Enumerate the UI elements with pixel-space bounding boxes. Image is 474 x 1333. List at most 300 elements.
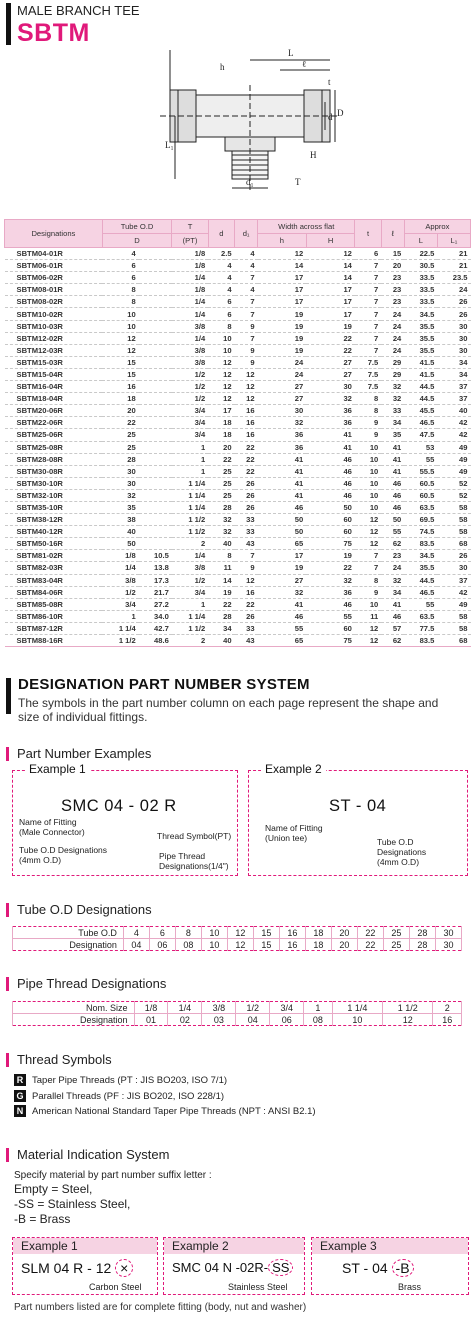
table-cell: 1/4 <box>172 296 208 308</box>
dim-L-label: L <box>288 48 294 58</box>
cell-designation: SBTM40-12R <box>5 526 103 538</box>
table-cell: 46 <box>258 610 307 622</box>
table-row <box>5 477 471 489</box>
table-row <box>5 417 471 429</box>
example2-tube-od: Tube O.D Designations (4mm O.D) <box>377 837 427 867</box>
material-example3-box <box>311 1237 469 1295</box>
table-cell: 12 <box>383 1014 433 1026</box>
table-cell: 14 <box>208 574 234 586</box>
table-cell: 4 <box>235 248 258 260</box>
material-line-2: -SS = Stainless Steel, <box>14 1197 131 1211</box>
table-cell: 20 <box>331 927 357 939</box>
th-L1: L₁ <box>437 234 470 248</box>
th-D: D <box>102 234 172 248</box>
table-cell <box>139 248 172 260</box>
table-row <box>5 284 471 296</box>
table-cell: 27 <box>258 574 307 586</box>
table-cell <box>139 501 172 513</box>
dim-l-label: ℓ <box>302 59 307 69</box>
table-cell: 49 <box>437 598 470 610</box>
table-cell: 35.5 <box>404 562 437 574</box>
table-cell: 45.5 <box>404 405 437 417</box>
table-cell: 18 <box>305 927 331 939</box>
table-cell: 16 <box>433 1014 462 1026</box>
thread-symbol-n <box>14 1105 316 1117</box>
table-cell: 33 <box>235 526 258 538</box>
table-cell: 12 <box>306 248 355 260</box>
table-cell: 8 <box>355 393 381 405</box>
dim-H-label: H <box>310 150 317 160</box>
th-d: d <box>208 220 234 248</box>
table-cell: 24 <box>381 308 404 320</box>
table-cell: 12 <box>355 538 381 550</box>
table-row <box>5 586 471 598</box>
table-cell: 06 <box>270 1014 304 1026</box>
cell-designation: SBTM22-06R <box>5 417 103 429</box>
table-cell: 46 <box>381 477 404 489</box>
table-cell: 44.5 <box>404 393 437 405</box>
table-cell: 30 <box>437 320 470 332</box>
table-cell: 52 <box>437 489 470 501</box>
table-cell: 3/8 <box>172 562 208 574</box>
table-cell: 23 <box>381 272 404 284</box>
table-cell: 1 <box>172 441 208 453</box>
dim-h-label: h <box>220 62 225 72</box>
table-cell: 3/8 <box>172 320 208 332</box>
table-cell: 08 <box>304 1014 332 1026</box>
table-cell: 1 <box>172 598 208 610</box>
table-cell: 8 <box>208 550 234 562</box>
table-cell: 14 <box>258 260 307 272</box>
table-cell: 28 <box>208 501 234 513</box>
table-cell <box>139 417 172 429</box>
tube-od-table <box>12 926 462 951</box>
thread-key-n: N <box>14 1105 26 1117</box>
example2-label: Example 2 <box>261 762 326 776</box>
cell-designation: SBTM10-03R <box>5 320 103 332</box>
tube-od-heading <box>6 902 152 917</box>
table-cell: 9 <box>235 344 258 356</box>
table-cell: 46 <box>306 477 355 489</box>
table-cell: 58 <box>437 514 470 526</box>
table-cell: 13.8 <box>139 562 172 574</box>
designation-desc: The symbols in the part number column on each page represent the shape and size of individual fittings. <box>18 696 439 724</box>
thread-symbols-heading-text: Thread Symbols <box>17 1052 112 1067</box>
table-cell: 34 <box>208 622 234 634</box>
table-cell <box>139 308 172 320</box>
table-cell: 26 <box>235 501 258 513</box>
table-cell: 40 <box>102 526 138 538</box>
material-example2-label: Example 2 <box>164 1238 304 1254</box>
table-cell: 75 <box>306 538 355 550</box>
table-cell: 1/8 <box>134 1002 168 1014</box>
table-cell: 34 <box>381 586 404 598</box>
table-row <box>5 441 471 453</box>
table-cell: 77.5 <box>404 622 437 634</box>
table-cell <box>139 526 172 538</box>
table-cell: 1 1/2 <box>102 635 138 647</box>
table-cell: 22 <box>235 598 258 610</box>
table-cell: 37 <box>437 574 470 586</box>
table-cell: 1/4 <box>172 272 208 284</box>
table-cell: 49 <box>437 453 470 465</box>
table-cell: 3/4 <box>172 405 208 417</box>
table-cell: 24 <box>381 344 404 356</box>
th-width-flat: Width across flat <box>258 220 355 234</box>
table-row <box>5 344 471 356</box>
table-cell: 17 <box>306 296 355 308</box>
table-cell: 1/8 <box>172 260 208 272</box>
th-t: t <box>355 220 381 248</box>
table-cell: 9 <box>355 586 381 598</box>
table-cell: 1/2 <box>172 381 208 393</box>
table-cell: 24 <box>258 368 307 380</box>
table-cell: 16 <box>235 429 258 441</box>
table-cell: 35 <box>381 429 404 441</box>
table-cell: 50 <box>258 526 307 538</box>
table-cell <box>139 272 172 284</box>
table-cell <box>139 368 172 380</box>
cell-designation: SBTM86-10R <box>5 610 103 622</box>
table-cell: 6 <box>208 308 234 320</box>
table-cell: 06 <box>149 939 175 951</box>
cell-designation: SBTM83-04R <box>5 574 103 586</box>
table-row <box>5 538 471 550</box>
table-cell: 9 <box>235 356 258 368</box>
table-cell: 7 <box>355 550 381 562</box>
table-cell: 65 <box>258 635 307 647</box>
table-cell: 18 <box>208 417 234 429</box>
table-cell: 75 <box>306 635 355 647</box>
table-cell: 40 <box>208 635 234 647</box>
header-bar <box>6 3 11 45</box>
table-cell: 1/4 <box>172 308 208 320</box>
table-cell: 33 <box>381 405 404 417</box>
table-cell: 10 <box>201 939 227 951</box>
material-line-1: Empty = Steel, <box>14 1182 93 1196</box>
table-cell: 36 <box>258 429 307 441</box>
table-row <box>5 429 471 441</box>
table-cell: 46 <box>306 453 355 465</box>
table-cell: 46 <box>381 489 404 501</box>
table-row <box>5 562 471 574</box>
table-cell: 10 <box>355 598 381 610</box>
example1-box <box>12 762 238 876</box>
table-cell: 34 <box>437 368 470 380</box>
cell-designation: SBTM85-08R <box>5 598 103 610</box>
table-cell: 21 <box>437 248 470 260</box>
table-cell: 4 <box>102 248 138 260</box>
table-cell: 36 <box>306 405 355 417</box>
thread-symbols-heading <box>6 1052 112 1067</box>
section-bar <box>6 678 11 714</box>
table-cell: 12 <box>102 344 138 356</box>
table-cell: 30 <box>435 927 461 939</box>
cell-designation: SBTM20-06R <box>5 405 103 417</box>
table-cell: 22 <box>235 453 258 465</box>
examples-heading-text: Part Number Examples <box>17 746 152 761</box>
table-cell: 24 <box>258 356 307 368</box>
table-row <box>5 526 471 538</box>
dim-T-label: T <box>295 177 301 187</box>
table-cell: 62 <box>381 538 404 550</box>
heading-marker <box>6 903 9 917</box>
table-cell: 1/8 <box>172 284 208 296</box>
table-row <box>5 453 471 465</box>
table-cell: 41 <box>381 465 404 477</box>
table-cell: 25 <box>208 465 234 477</box>
table-cell: 22 <box>306 344 355 356</box>
th-T: T <box>172 220 208 234</box>
cell-designation: SBTM15-04R <box>5 368 103 380</box>
material-example2-sub: Stainless Steel <box>228 1282 288 1292</box>
table-cell: 20 <box>331 939 357 951</box>
table-cell: 20 <box>208 441 234 453</box>
table-cell: 22 <box>235 441 258 453</box>
table-cell: 02 <box>168 1014 202 1026</box>
table-cell: 41 <box>381 453 404 465</box>
material-example2-code <box>172 1260 293 1275</box>
table-cell: 1/4 <box>172 550 208 562</box>
table-cell: 6 <box>149 927 175 939</box>
table-cell: 3/8 <box>172 344 208 356</box>
table-row <box>5 248 471 260</box>
table-cell: 60 <box>306 526 355 538</box>
table-row <box>5 598 471 610</box>
table-cell: 1 1/2 <box>172 622 208 634</box>
table-cell: 19 <box>208 586 234 598</box>
table-cell <box>139 260 172 272</box>
table-row <box>5 368 471 380</box>
table-cell <box>139 429 172 441</box>
table-cell: 26 <box>235 610 258 622</box>
pipe-thread-designation-label: Designation <box>13 1014 135 1026</box>
table-cell: 34.0 <box>139 610 172 622</box>
material-line-3: -B = Brass <box>14 1212 71 1226</box>
table-cell: 1 1/2 <box>383 1002 433 1014</box>
table-cell: 1 1/4 <box>172 477 208 489</box>
table-cell: 55 <box>404 598 437 610</box>
table-cell: 11 <box>208 562 234 574</box>
table-cell: 30 <box>435 939 461 951</box>
table-cell: 30 <box>102 477 138 489</box>
table-cell: 2 <box>172 635 208 647</box>
table-cell: 12 <box>208 393 234 405</box>
table-cell: 1 <box>172 453 208 465</box>
table-cell: 17 <box>306 284 355 296</box>
table-cell: 40 <box>208 538 234 550</box>
table-cell: 14 <box>306 272 355 284</box>
table-cell: 33 <box>235 514 258 526</box>
th-tube-od: Tube O.D <box>102 220 172 234</box>
table-cell: 3/4 <box>102 598 138 610</box>
fitting-drawing <box>150 40 344 210</box>
table-cell: 19 <box>258 562 307 574</box>
table-cell: 22 <box>102 417 138 429</box>
thread-key-g: G <box>14 1090 26 1102</box>
thread-text-g: Parallel Threads (PF : JIS BO202, ISO 228/1) <box>32 1090 225 1102</box>
cell-designation: SBTM32-10R <box>5 489 103 501</box>
example2-code: ST - 04 <box>329 797 387 815</box>
table-cell: 9 <box>235 562 258 574</box>
table-cell: 7 <box>355 308 381 320</box>
table-cell: 60.5 <box>404 489 437 501</box>
table-cell: 22 <box>357 939 383 951</box>
table-cell: 68 <box>437 538 470 550</box>
table-cell <box>139 514 172 526</box>
table-cell: 8 <box>102 296 138 308</box>
material-intro: Specify material by part number suffix letter : <box>14 1170 212 1181</box>
table-cell: 7 <box>355 284 381 296</box>
table-cell: 16 <box>279 927 305 939</box>
table-cell: 10.5 <box>139 550 172 562</box>
table-cell: 26 <box>437 308 470 320</box>
table-cell: 42.7 <box>139 622 172 634</box>
table-cell <box>139 393 172 405</box>
thread-symbol-r <box>14 1074 227 1086</box>
tube-od-row-label: Tube O.D <box>13 927 124 939</box>
table-cell: 23 <box>381 550 404 562</box>
table-cell: 41 <box>258 598 307 610</box>
table-cell: 69.5 <box>404 514 437 526</box>
table-cell: 28 <box>409 927 435 939</box>
tube-od-heading-text: Tube O.D Designations <box>17 902 152 917</box>
table-cell: 41 <box>381 441 404 453</box>
table-cell: 44.5 <box>404 574 437 586</box>
table-cell: 60.5 <box>404 477 437 489</box>
cell-designation: SBTM81-02R <box>5 550 103 562</box>
table-cell: 10 <box>208 344 234 356</box>
table-cell: 25 <box>208 489 234 501</box>
material-example3-suffix: -B <box>392 1259 414 1277</box>
example2-box <box>248 762 468 876</box>
table-row <box>5 405 471 417</box>
table-cell: 35.5 <box>404 332 437 344</box>
cell-designation: SBTM28-08R <box>5 453 103 465</box>
cell-designation: SBTM04-01R <box>5 248 103 260</box>
table-cell: 2.5 <box>208 248 234 260</box>
thread-symbol-g <box>14 1090 224 1102</box>
table-cell: 04 <box>236 1014 270 1026</box>
dim-d-label: d <box>328 112 333 122</box>
table-cell <box>139 465 172 477</box>
table-cell: 1 <box>304 1002 332 1014</box>
table-cell: 41 <box>258 465 307 477</box>
table-cell: 10 <box>355 489 381 501</box>
table-cell: 46 <box>306 489 355 501</box>
material-example1-suffix: × <box>115 1259 133 1277</box>
table-cell: 2 <box>433 1002 462 1014</box>
table-cell: 29 <box>381 368 404 380</box>
heading-marker <box>6 977 9 991</box>
table-cell: 26 <box>235 489 258 501</box>
table-cell: 32 <box>102 489 138 501</box>
table-cell: 27 <box>258 381 307 393</box>
table-cell: 55 <box>258 622 307 634</box>
th-d1: d₁ <box>235 220 258 248</box>
table-cell: 25 <box>102 429 138 441</box>
table-cell: 1/2 <box>102 586 138 598</box>
dim-d1-label: d₁ <box>246 177 254 187</box>
table-cell: 62 <box>381 635 404 647</box>
table-cell: 7 <box>355 296 381 308</box>
material-footnote: Part numbers listed are for complete fitting (body, nut and washer) <box>14 1302 307 1313</box>
cell-designation: SBTM84-06R <box>5 586 103 598</box>
table-cell: 7 <box>355 272 381 284</box>
pipe-thread-heading <box>6 976 166 991</box>
table-cell: 46.5 <box>404 417 437 429</box>
table-cell: 10 <box>355 477 381 489</box>
table-row <box>5 465 471 477</box>
table-cell: 57 <box>381 622 404 634</box>
table-cell: 12 <box>227 927 253 939</box>
table-cell: 41 <box>258 453 307 465</box>
table-cell: 15 <box>253 939 279 951</box>
table-cell: 46 <box>306 465 355 477</box>
table-cell: 22 <box>235 465 258 477</box>
material-example2-suffix: SS <box>268 1259 293 1276</box>
example1-code: SMC 04 - 02 R <box>61 797 177 815</box>
material-example1-code-text: SLM 04 R - 12 <box>21 1260 112 1276</box>
table-cell: 9 <box>235 320 258 332</box>
table-cell: 12 <box>102 332 138 344</box>
material-example2-code-text: SMC 04 N -02R- <box>172 1260 269 1275</box>
table-row <box>5 393 471 405</box>
table-cell: 30 <box>437 344 470 356</box>
table-cell: 52 <box>437 477 470 489</box>
table-row <box>5 610 471 622</box>
table-cell <box>139 356 172 368</box>
th-H: H <box>306 234 355 248</box>
table-cell: 22 <box>208 453 234 465</box>
table-cell: 24 <box>381 332 404 344</box>
table-cell: 7 <box>235 332 258 344</box>
cell-designation: SBTM88-16R <box>5 635 103 647</box>
thread-text-n: American National Standard Taper Pipe Threads (NPT : ANSI B2.1) <box>32 1105 316 1117</box>
table-cell: 48.6 <box>139 635 172 647</box>
table-cell: 34.5 <box>404 550 437 562</box>
table-cell: 16 <box>235 417 258 429</box>
cell-designation: SBTM06-01R <box>5 260 103 272</box>
table-cell: 41 <box>258 477 307 489</box>
table-cell: 12 <box>355 635 381 647</box>
table-cell: 49 <box>437 465 470 477</box>
table-cell: 1/2 <box>236 1002 270 1014</box>
table-cell: 24 <box>381 320 404 332</box>
table-cell: 32 <box>208 526 234 538</box>
table-cell: 6 <box>355 248 381 260</box>
examples-heading <box>6 746 151 761</box>
table-cell: 17 <box>306 308 355 320</box>
table-cell: 74.5 <box>404 526 437 538</box>
table-cell: 16 <box>235 405 258 417</box>
table-cell: 83.5 <box>404 538 437 550</box>
table-cell: 10 <box>201 927 227 939</box>
cell-designation: SBTM08-01R <box>5 284 103 296</box>
table-cell: 4 <box>235 260 258 272</box>
table-cell: 10 <box>355 501 381 513</box>
table-cell: 32 <box>208 514 234 526</box>
table-row <box>5 272 471 284</box>
table-cell: 43 <box>235 635 258 647</box>
table-cell: 21.7 <box>139 586 172 598</box>
table-cell: 6 <box>102 260 138 272</box>
table-cell: 20 <box>381 260 404 272</box>
table-cell: 17 <box>258 296 307 308</box>
table-cell: 50 <box>102 538 138 550</box>
cell-designation: SBTM16-04R <box>5 381 103 393</box>
table-cell: 9 <box>355 429 381 441</box>
